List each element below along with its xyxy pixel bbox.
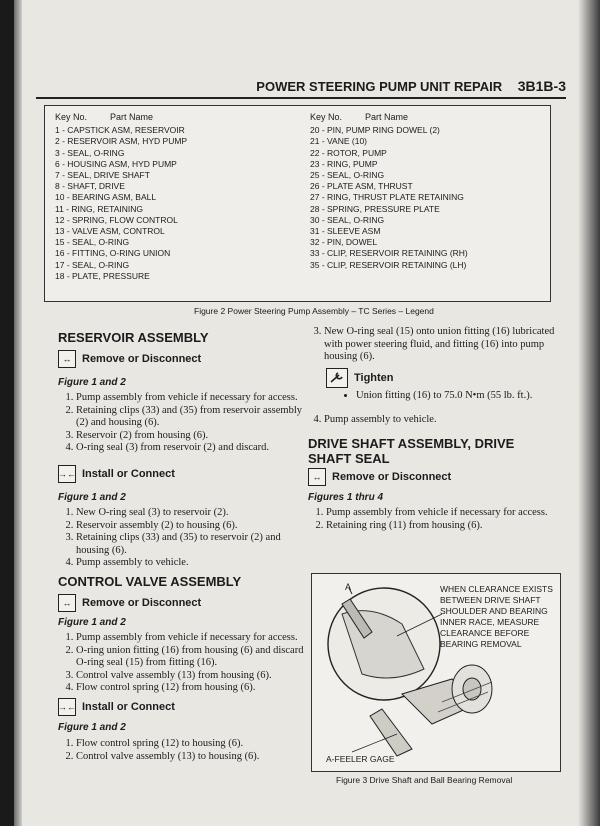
install-label: Install or Connect [82,468,175,480]
legend-item: 10 - BEARING ASM, BALL [55,192,157,203]
legend-item: 22 - ROTOR, PUMP [310,147,387,158]
figure-reference: Figure 1 and 2 [58,377,126,388]
step-item: 3. New O-ring seal (15) onto union fitting (16) lubricated with power steering fluid, and fitting (16) into pump housing (6). [324,326,570,364]
legend-item: 15 - SEAL, O-RING [55,237,130,248]
step-item: 1. New O-ring seal (3) to reservoir (2). [76,507,316,520]
legend-item: 16 - FITTING, O-RING UNION [55,248,171,259]
step-item: 2. Retaining clips (33) and (35) from reservoir assembly (2) and housing (6). [76,405,316,430]
legend-item: 25 - SEAL, O-RING [310,170,385,181]
part-name-label: Part Name [365,112,409,122]
torque-wrench-icon [326,368,348,388]
header-section-code: 3B1B-3 [517,78,566,94]
drive-shaft-heading-line2: SHAFT SEAL [308,451,390,466]
figure2-legend-box [44,105,551,302]
legend-item: 32 - PIN, DOWEL [310,237,378,248]
reservoir-install-steps [58,507,316,570]
reservoir-remove-header [58,350,201,368]
step-item: 4. O-ring seal (3) from reservoir (2) and discard. [76,442,316,455]
reservoir-remove-steps [58,392,316,455]
legend-item: 7 - SEAL, DRIVE SHAFT [55,170,150,181]
legend-item: 31 - SLEEVE ASM [310,226,381,237]
figure3-illustration [311,573,561,772]
legend-item: 8 - SHAFT, DRIVE [55,181,125,192]
step-item: 2. Control valve assembly (13) to housing (6). [76,751,316,764]
control-valve-install-header [58,698,175,716]
final-install-steps [306,414,570,427]
step-item: 1. Pump assembly from vehicle if necessary for access. [326,507,572,520]
step-item: 4. Pump assembly to vehicle. [76,557,316,570]
manual-page [14,0,600,826]
figure-reference: Figure 1 and 2 [58,722,126,733]
control-valve-heading: CONTROL VALVE ASSEMBLY [58,574,242,589]
legend-item: 23 - RING, PUMP [310,158,378,169]
legend-header [310,112,468,123]
install-connect-icon: →← [58,698,76,716]
remove-disconnect-icon: ↔ [58,350,76,368]
figure-reference: Figure 1 and 2 [58,617,126,628]
step-item: 3. Retaining clips (33) and (35) to reservoir (2) and housing (6). [76,532,316,557]
step-item: 1. Pump assembly from vehicle if necessary for access. [76,392,316,405]
legend-item: 17 - SEAL, O-RING [55,259,130,270]
union-fitting-steps [306,326,570,364]
part-name-label: Part Name [110,112,154,122]
legend-item: 2 - RESERVOIR ASM, HYD PUMP [55,136,188,147]
legend-header [55,112,187,123]
step-item: 3. Control valve assembly (13) from housing (6). [76,670,316,683]
remove-label: Remove or Disconnect [332,471,452,483]
legend-item: 1 - CAPSTICK ASM, RESERVOIR [55,125,185,136]
step-item: 2. O-ring union fitting (16) from housing (6) and discard O-ring seal (15) from fitting (16). [76,645,316,670]
figure-reference: Figures 1 thru 4 [308,492,384,503]
legend-item: 11 - RING, RETAINING [55,203,144,214]
remove-disconnect-icon: ↔ [308,468,326,486]
legend-item: 27 - RING, THRUST PLATE RETAINING [310,192,464,203]
tighten-header [326,368,394,388]
step-item: 3. Reservoir (2) from housing (6). [76,430,316,443]
tighten-specs [330,390,578,403]
legend-item: 28 - SPRING, PRESSURE PLATE [310,203,440,214]
key-no-label: Key No. [310,112,343,122]
legend-item: 33 - CLIP, RESERVOIR RETAINING (RH) [310,248,468,259]
legend-item: 20 - PIN, PUMP RING DOWEL (2) [310,125,440,136]
page-gutter-shadow [14,0,22,826]
legend-item: 12 - SPRING, FLOW CONTROL [55,214,178,225]
remove-disconnect-icon: ↔ [58,594,76,612]
reservoir-heading: RESERVOIR ASSEMBLY [58,330,209,345]
control-valve-remove-steps [58,632,316,695]
page-header [36,78,566,99]
legend-item: 30 - SEAL, O-RING [310,214,385,225]
drive-shaft-remove-header [308,468,451,486]
torque-spec-item: • Union fitting (16) to 75.0 N•m (55 lb. ft.). [356,390,578,403]
drive-shaft-heading-line1: DRIVE SHAFT ASSEMBLY, DRIVE [308,436,515,451]
tighten-label: Tighten [354,372,394,384]
remove-label: Remove or Disconnect [82,353,202,365]
legend-column-right [310,112,468,271]
install-connect-icon: →← [58,465,76,483]
control-valve-remove-header [58,594,201,612]
feeler-gage-label: A-FEELER GAGE [326,754,395,764]
step-item: 1. Flow control spring (12) to housing (6). [76,738,316,751]
step-item: 2. Retaining ring (11) from housing (6). [326,520,572,533]
step-item: 1. Pump assembly from vehicle if necessary for access. [76,632,316,645]
step-item: 4. Pump assembly to vehicle. [324,414,570,427]
step-item: 2. Reservoir assembly (2) to housing (6). [76,520,316,533]
figure-reference: Figure 1 and 2 [58,492,126,503]
figure3-caption: Figure 3 Drive Shaft and Ball Bearing Removal [336,775,513,785]
figure2-caption: Figure 2 Power Steering Pump Assembly – TC Series – Legend [194,306,434,316]
legend-item: 13 - VALVE ASM, CONTROL [55,226,165,237]
legend-item: 26 - PLATE ASM, THRUST [310,181,413,192]
key-no-label: Key No. [55,112,88,122]
drive-shaft-heading [308,436,514,466]
install-label: Install or Connect [82,701,175,713]
page-edge-shadow [578,0,600,826]
header-title: POWER STEERING PUMP UNIT REPAIR [256,79,503,94]
drive-shaft-remove-steps [308,507,572,532]
legend-item: 3 - SEAL, O-RING [55,147,125,158]
control-valve-install-steps [58,738,316,763]
legend-item: 18 - PLATE, PRESSURE [55,270,150,281]
reservoir-install-header [58,465,175,483]
legend-item: 6 - HOUSING ASM, HYD PUMP [55,158,177,169]
legend-item: 35 - CLIP, RESERVOIR RETAINING (LH) [310,259,467,270]
callout-letter: A [345,582,352,592]
remove-label: Remove or Disconnect [82,597,202,609]
legend-column-left [55,112,187,282]
clearance-callout: WHEN CLEARANCE EXISTS BETWEEN DRIVE SHAFT SHOULDER AND BEARING INNER RACE, MEASURE CLEARANCE BEFORE BEARING REMOVAL [440,584,553,649]
legend-item: 21 - VANE (10) [310,136,368,147]
step-item: 4. Flow control spring (12) from housing (6). [76,682,316,695]
